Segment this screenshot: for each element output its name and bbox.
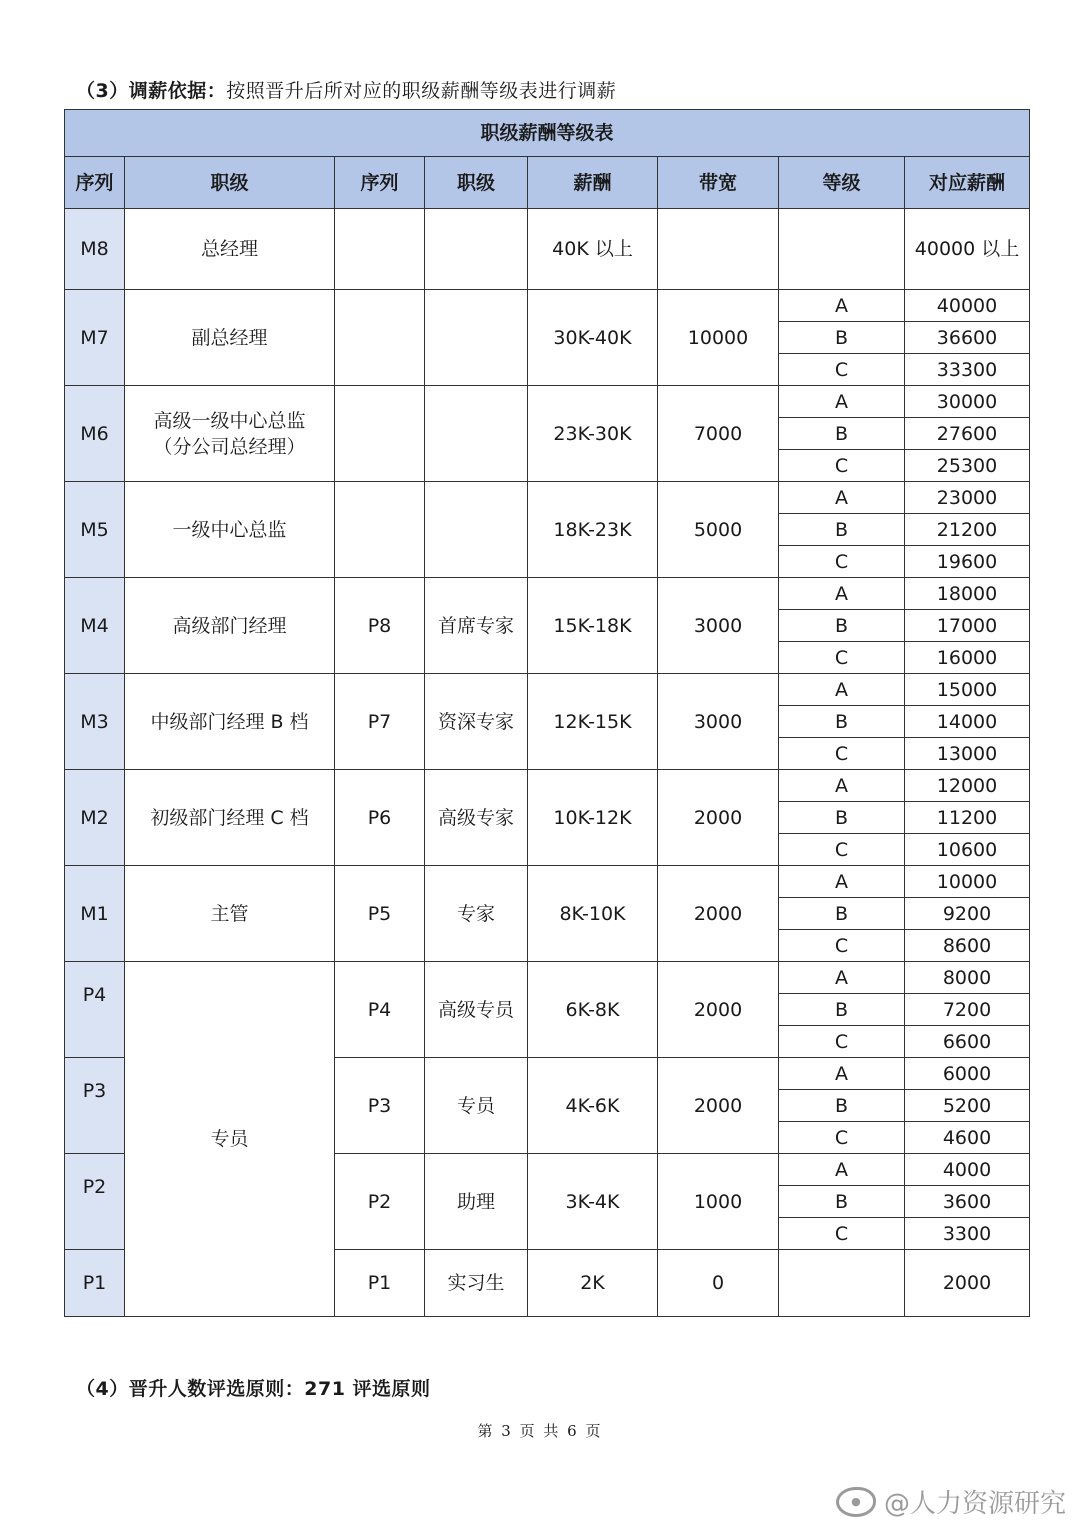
bandwidth-cell: 7000 [658,386,779,482]
grade-cell: B [779,418,905,450]
salary-cell: 3600 [905,1186,1030,1218]
m-sequence-cell: M4 [65,578,125,674]
salary-cell: 4600 [905,1122,1030,1154]
p-rank-cell [425,209,528,290]
heading-number: （4） [76,1378,129,1400]
salary-cell: 40000 [905,290,1030,322]
p-sequence-cell [335,482,425,578]
table-row [65,209,1030,290]
grade-cell: C [779,738,905,770]
m-sequence-cell: M6 [65,386,125,482]
m-sequence-cell: M8 [65,209,125,290]
m-rank-cell-merged: 专员 [125,962,335,1317]
grade-cell: B [779,1090,905,1122]
salary-cell: 7200 [905,994,1030,1026]
grade-cell: A [779,386,905,418]
section-heading-3 [76,76,616,103]
m-sequence-cell: M2 [65,770,125,866]
column-header: 序列 [335,157,425,209]
p-sequence-cell: P6 [335,770,425,866]
m-rank-cell: 高级部门经理 [125,578,335,674]
grade-cell: C [779,546,905,578]
heading-label: 调薪依据： [128,80,227,102]
salary-cell: 30000 [905,386,1030,418]
grade-cell: A [779,770,905,802]
p-sequence-cell: P4 [335,962,425,1058]
salary-cell: 9200 [905,898,1030,930]
bandwidth-cell: 2000 [658,962,779,1058]
watermark-text: @人力资源研究 [883,1489,1066,1519]
salary-cell: 10600 [905,834,1030,866]
salary-cell: 17000 [905,610,1030,642]
grade-cell: A [779,866,905,898]
heading-text: 271 评选原则 [304,1378,431,1400]
grade-cell: C [779,354,905,386]
table-row [65,386,1030,418]
grade-cell: C [779,1122,905,1154]
salary-range-cell: 2K [528,1250,658,1317]
weibo-icon: ● [836,1487,876,1517]
grade-cell: B [779,514,905,546]
header-row [65,157,1030,209]
grade-cell: A [779,290,905,322]
p-sequence-cell: P8 [335,578,425,674]
p-rank-cell: 实习生 [425,1250,528,1317]
salary-cell: 19600 [905,546,1030,578]
salary-range-cell: 3K-4K [528,1154,658,1250]
salary-cell: 10000 [905,866,1030,898]
salary-range-cell: 18K-23K [528,482,658,578]
p-level-cell: P3 [65,1058,125,1154]
p-sequence-cell [335,209,425,290]
grade-cell: B [779,610,905,642]
m-rank-cell: 一级中心总监 [125,482,335,578]
column-header: 对应薪酬 [905,157,1030,209]
salary-cell: 12000 [905,770,1030,802]
bandwidth-cell: 2000 [658,866,779,962]
table-row [65,674,1030,706]
salary-cell: 23000 [905,482,1030,514]
salary-cell: 2000 [905,1250,1030,1317]
heading-number: （3） [76,80,129,102]
table-row [65,290,1030,322]
p-sequence-cell: P2 [335,1154,425,1250]
grade-cell: B [779,322,905,354]
p-rank-cell: 专家 [425,866,528,962]
bandwidth-cell: 2000 [658,770,779,866]
salary-cell: 13000 [905,738,1030,770]
m-rank-subline: （分公司总经理） [153,435,306,458]
salary-cell: 8600 [905,930,1030,962]
page-footer: 第 3 页 共 6 页 [477,1422,603,1440]
salary-range-cell: 40K 以上 [528,209,658,290]
p-sequence-cell: P7 [335,674,425,770]
bandwidth-cell: 10000 [658,290,779,386]
grade-cell: A [779,482,905,514]
bandwidth-cell: 0 [658,1250,779,1317]
salary-grade-table [64,109,1030,1317]
p-rank-cell: 首席专家 [425,578,528,674]
m-rank-cell: 副总经理 [125,290,335,386]
salary-cell: 14000 [905,706,1030,738]
grade-cell: B [779,802,905,834]
table-row [65,578,1030,610]
m-rank-cell: 主管 [125,866,335,962]
grade-cell: A [779,578,905,610]
grade-cell: C [779,1026,905,1058]
p-rank-cell [425,482,528,578]
m-sequence-cell: M7 [65,290,125,386]
salary-range-cell: 10K-12K [528,770,658,866]
salary-cell: 21200 [905,514,1030,546]
salary-cell: 11200 [905,802,1030,834]
salary-cell: 40000 以上 [905,209,1030,290]
p-level-cell: P4 [65,962,125,1058]
bandwidth-cell: 1000 [658,1154,779,1250]
grade-cell [779,209,905,290]
salary-cell: 3300 [905,1218,1030,1250]
column-header: 等级 [779,157,905,209]
salary-range-cell: 12K-15K [528,674,658,770]
salary-range-cell: 8K-10K [528,866,658,962]
table-row [65,770,1030,802]
grade-cell: C [779,642,905,674]
watermark [836,1483,1066,1520]
section-heading-4 [76,1374,431,1401]
p-rank-cell: 高级专员 [425,962,528,1058]
p-sequence-cell: P1 [335,1250,425,1317]
salary-range-cell: 30K-40K [528,290,658,386]
grade-cell: B [779,994,905,1026]
grade-cell: A [779,1154,905,1186]
table-row [65,962,1030,994]
salary-cell: 33300 [905,354,1030,386]
p-sequence-cell [335,386,425,482]
salary-cell: 6000 [905,1058,1030,1090]
salary-cell: 4000 [905,1154,1030,1186]
m-sequence-cell: M5 [65,482,125,578]
salary-cell: 15000 [905,674,1030,706]
column-header: 职级 [425,157,528,209]
salary-cell: 27600 [905,418,1030,450]
grade-cell: A [779,962,905,994]
bandwidth-cell: 3000 [658,674,779,770]
p-rank-cell: 助理 [425,1154,528,1250]
m-rank-cell: 总经理 [125,209,335,290]
salary-cell: 6600 [905,1026,1030,1058]
heading-label: 晋升人数评选原则： [128,1378,305,1400]
column-header: 序列 [65,157,125,209]
grade-cell: B [779,898,905,930]
column-header: 职级 [125,157,335,209]
bandwidth-cell: 5000 [658,482,779,578]
m-rank-cell: 中级部门经理 B 档 [125,674,335,770]
m-rank-cell [125,386,335,482]
p-rank-cell [425,386,528,482]
column-header: 带宽 [658,157,779,209]
m-sequence-cell: M1 [65,866,125,962]
grade-cell: C [779,450,905,482]
p-rank-cell: 高级专家 [425,770,528,866]
grade-cell: C [779,834,905,866]
salary-cell: 25300 [905,450,1030,482]
grade-cell: C [779,930,905,962]
grade-cell: A [779,1058,905,1090]
salary-range-cell: 23K-30K [528,386,658,482]
grade-cell: C [779,1218,905,1250]
column-header: 薪酬 [528,157,658,209]
heading-text: 按照晋升后所对应的职级薪酬等级表进行调薪 [226,80,617,102]
p-rank-cell [425,290,528,386]
salary-cell: 5200 [905,1090,1030,1122]
p-level-cell: P2 [65,1154,125,1250]
p-sequence-cell [335,290,425,386]
table-row [65,866,1030,898]
p-rank-cell: 专员 [425,1058,528,1154]
salary-range-cell: 4K-6K [528,1058,658,1154]
bandwidth-cell [658,209,779,290]
grade-cell [779,1250,905,1317]
grade-cell: B [779,706,905,738]
salary-cell: 16000 [905,642,1030,674]
p-sequence-cell: P5 [335,866,425,962]
m-rank-cell: 初级部门经理 C 档 [125,770,335,866]
grade-cell: B [779,1186,905,1218]
table-title: 职级薪酬等级表 [65,110,1030,157]
salary-cell: 36600 [905,322,1030,354]
table-row [65,482,1030,514]
salary-range-cell: 15K-18K [528,578,658,674]
m-rank-line: 高级一级中心总监 [153,409,306,432]
bandwidth-cell: 3000 [658,578,779,674]
p-sequence-cell: P3 [335,1058,425,1154]
salary-cell: 8000 [905,962,1030,994]
grade-cell: A [779,674,905,706]
p-level-cell: P1 [65,1250,125,1317]
salary-range-cell: 6K-8K [528,962,658,1058]
m-sequence-cell: M3 [65,674,125,770]
p-rank-cell: 资深专家 [425,674,528,770]
salary-cell: 18000 [905,578,1030,610]
bandwidth-cell: 2000 [658,1058,779,1154]
